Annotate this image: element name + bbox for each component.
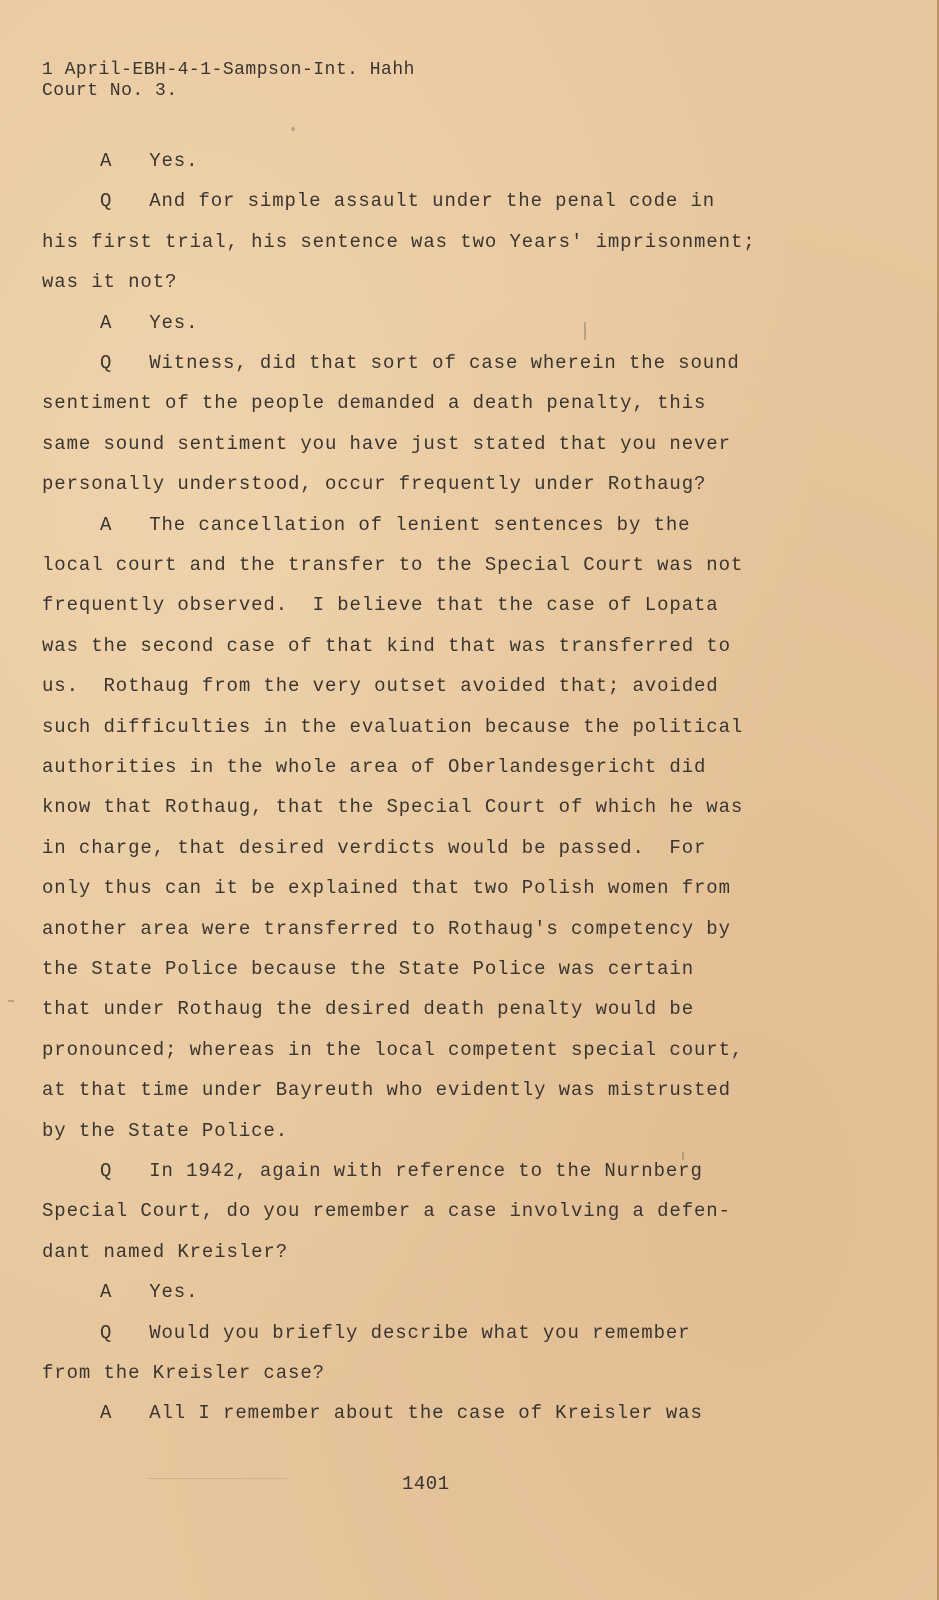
- transcript-line: A Yes.: [100, 1281, 199, 1304]
- transcript-line: Q Would you briefly describe what you remember: [100, 1321, 691, 1344]
- transcript-line: pronounced; whereas in the local competent special court,: [42, 1038, 744, 1061]
- transcript-line: A The cancellation of lenient sentences by the: [100, 513, 691, 536]
- transcript-line: only thus can it be explained that two Polish women from: [42, 877, 731, 900]
- transcript-line: Q In 1942, again with reference to the Nurnberg: [100, 1160, 703, 1182]
- transcript-line: another area were transferred to Rothaug's competency by: [42, 917, 731, 940]
- transcript-line: by the State Police.: [42, 1119, 289, 1142]
- transcript-line: local court and the transfer to the Special Court was not: [42, 554, 744, 576]
- transcript-line: Q And for simple assault under the penal code in: [100, 190, 716, 213]
- transcript-line: at that time under Bayreuth who evidently was mistrusted: [42, 1079, 731, 1102]
- transcript-line: was the second case of that kind that was transferred to: [42, 634, 731, 657]
- transcript-line: dant named Kreisler?: [42, 1240, 289, 1263]
- transcript-line: authorities in the whole area of Oberlandesgericht did: [42, 756, 707, 778]
- transcript-line: know that Rothaug, that the Special Court of which he was: [42, 796, 744, 819]
- transcript-line: in charge, that desired verdicts would be passed. For: [42, 836, 707, 859]
- transcript-line: A All I remember about the case of Kreisler was: [100, 1402, 703, 1425]
- header-court: Court No. 3.: [42, 81, 178, 101]
- paper-speck: [8, 1000, 14, 1002]
- page-header: [42, 60, 415, 102]
- transcript-line: A Yes.: [100, 311, 199, 334]
- transcript-line: personally understood, occur frequently under Rothaug?: [42, 473, 707, 496]
- paper-speck: [291, 127, 295, 131]
- transcript-line: was it not?: [42, 271, 178, 294]
- transcript-line: frequently observed. I believe that the case of Lopata: [42, 594, 719, 617]
- transcript-line: sentiment of the people demanded a death penalty, this: [42, 392, 707, 415]
- paper-speck: [682, 1152, 684, 1160]
- paper-speck: [584, 322, 586, 340]
- transcript-line: same sound sentiment you have just stated that you never: [42, 432, 731, 455]
- transcript-line: the State Police because the State Police was certain: [42, 958, 694, 980]
- transcript-line: from the Kreisler case?: [42, 1362, 325, 1384]
- transcript-line: such difficulties in the evaluation because the political: [42, 715, 744, 738]
- page-number: 1401: [402, 1473, 450, 1495]
- transcript-line: that under Rothaug the desired death penalty would be: [42, 998, 694, 1021]
- transcript-line: us. Rothaug from the very outset avoided that; avoided: [42, 675, 719, 698]
- transcript-line: his first trial, his sentence was two Years' imprisonment;: [42, 230, 756, 253]
- header-reference: 1 April-EBH-4-1-Sampson-Int. Hahh: [42, 60, 415, 80]
- paper-speck: [147, 1478, 287, 1479]
- transcript-line: Special Court, do you remember a case involving a defen-: [42, 1200, 731, 1223]
- transcript-line: A Yes.: [100, 150, 199, 172]
- transcript-line: Q Witness, did that sort of case wherein the sound: [100, 352, 740, 374]
